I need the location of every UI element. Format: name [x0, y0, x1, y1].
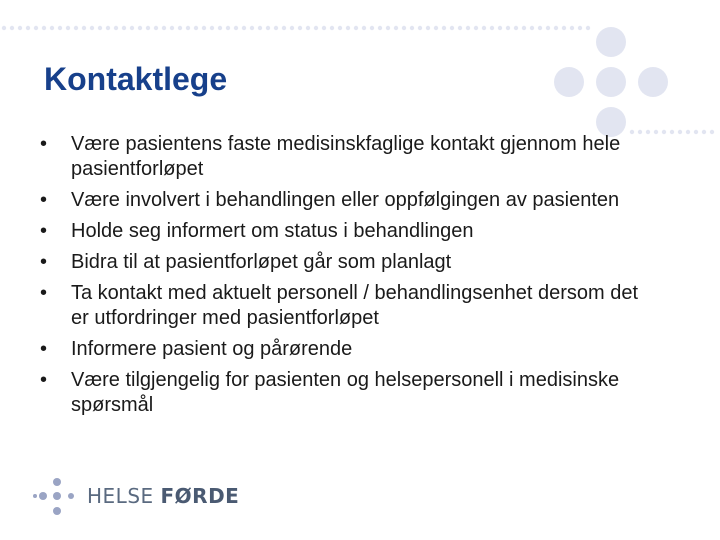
bullet-marker: •: [40, 338, 48, 360]
bullet-marker: •: [40, 369, 48, 391]
list-item: [40, 337, 640, 362]
top-dotted-line: [2, 26, 590, 30]
logo-word-helse: HELSE: [87, 484, 154, 508]
bullet-text: Holde seg informert om status i behandlingen: [71, 220, 474, 242]
logo-word-forde: FØRDE: [160, 484, 240, 508]
list-item: [40, 368, 640, 418]
logo-wordmark: [87, 484, 239, 508]
bullet-marker: •: [40, 220, 48, 242]
list-item: [40, 281, 640, 331]
list-item: [40, 219, 640, 244]
bullet-text: Ta kontakt med aktuelt personell / behandlingsenhet dersom det er utfordringer med pasientforløpet: [71, 282, 639, 329]
large-dot-cluster: [554, 27, 668, 137]
bullet-list: [40, 132, 640, 424]
list-item: [40, 188, 640, 213]
bullet-text: Være pasientens faste medisinskfaglige kontakt gjennom hele pasientforløpet: [71, 133, 621, 180]
slide-title: Kontaktlege: [44, 61, 228, 97]
list-item: [40, 250, 640, 275]
bullet-text: Bidra til at pasientforløpet går som planlagt: [71, 251, 452, 273]
right-dotted-line: [630, 130, 714, 134]
bullet-marker: •: [40, 282, 48, 304]
bullet-text: Informere pasient og pårørende: [71, 338, 353, 360]
list-item: [40, 132, 640, 182]
bullet-marker: •: [40, 133, 48, 155]
bullet-marker: •: [40, 251, 48, 273]
bullet-text: Være tilgjengelig for pasienten og helsepersonell i medisinske spørsmål: [71, 369, 620, 416]
bullet-text: Være involvert i behandlingen eller oppfølgingen av pasienten: [71, 189, 620, 211]
logo-dot-mark-icon: [30, 474, 84, 522]
helse-forde-logo: [30, 474, 260, 522]
bullet-marker: •: [40, 189, 48, 211]
